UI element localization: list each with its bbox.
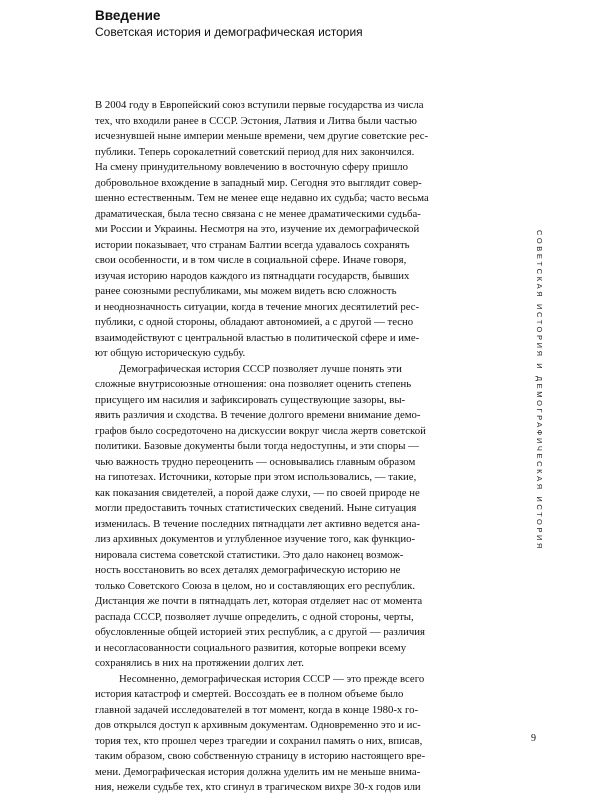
text-line: на гипотезах. Источники, которые при этом использовались, — такие,: [95, 471, 417, 483]
chapter-heading: [95, 8, 363, 40]
text-line: добровольное вхождение в западный мир. Сегодня это выглядит совер-: [95, 176, 422, 189]
text-line: Несомненно, демографическая история СССР — это прежде всего: [119, 672, 425, 685]
text-line: свои особенности, и в том числе в социальной сфере. Иначе говоря,: [95, 254, 407, 266]
text-line: Демографическая история СССР позволяет лучше понять эти: [119, 362, 402, 375]
chapter-title: Введение: [95, 8, 161, 23]
text-line: присущего им насилия и зафиксировать существующие зазоры, вы-: [95, 393, 406, 406]
paragraph: [95, 362, 455, 672]
text-line: сложные внутрисоюзные отношения: она позволяет оценить степень: [95, 378, 412, 390]
text-line: изучая историю народов каждого из пятнадцати государств, бывших: [95, 269, 410, 282]
text-line: ность восстановить во всех деталях демографическую историю не: [95, 564, 401, 576]
text-line: тория тех, кто прошел через трагедии и сохранил память о них, вписав,: [95, 734, 423, 747]
text-line: сохранялись в них на протяжении долгих лет.: [95, 657, 304, 669]
text-line: изменилась. В течение последних пятнадцати лет активно ведется ана-: [95, 517, 420, 530]
text-line: шенно естественным. Тем не менее еще недавно их судьба; часто весьма: [95, 192, 429, 204]
text-line: графов было сосредоточено на дискуссии вокруг числа жертв советской: [95, 424, 426, 437]
text-line: ют общую историческую судьбу.: [95, 347, 246, 359]
text-line: как показания свидетелей, а порой даже слухи, — по своей природе не: [95, 486, 420, 499]
text-line: дов открылся доступ к архивным документам. Одновременно это и ис-: [95, 719, 421, 731]
text-line: истории показывает, что странам Балтии всегда удавалось сохранять: [95, 238, 410, 251]
text-line: лиз архивных документов и углубленное изучение того, как функцио-: [95, 533, 416, 545]
text-line: публики, с одной стороны, обладают автономией, а с другой — тесно: [95, 316, 414, 328]
text-line: ния, нежели судьбе тех, кто сгинул в трагическом вихре 30-х годов или: [95, 781, 421, 793]
chapter-subtitle: Советская история и демографическая история: [95, 25, 363, 39]
text-line: и несогласованности социального развития, которые вопреки всему: [95, 641, 407, 654]
text-line: Дистанция же почти в пятнадцать лет, которая отделяет нас от момента: [95, 595, 423, 607]
text-line: история катастроф и смертей. Воссоздать ее в полном объеме было: [95, 688, 404, 700]
text-line: мени. Демографическая история должна уделить им не меньше внима-: [95, 765, 421, 778]
text-line: и неоднозначность ситуации, когда в течение многих десятилетий рес-: [95, 300, 420, 313]
text-line: политики. Базовые документы были тогда недоступны, и эти споры —: [95, 440, 419, 452]
running-head: СОВЕТСКАЯ ИСТОРИЯ И ДЕМОГРАФИЧЕСКАЯ ИСТОРИЯ: [535, 230, 544, 552]
text-line: В 2004 году в Европейский союз вступили первые государства из числа: [95, 99, 424, 111]
text-line: взаимодействуют с центральной властью в политической сфере и име-: [95, 331, 420, 344]
text-line: ранее союзными республиками, мы можем видеть всю сложность: [95, 285, 397, 297]
text-line: драматическая, была тесно связана с не менее драматическими судьба-: [95, 207, 421, 220]
text-line: тех, что входили ранее в СССР. Эстония, Латвия и Литва были частью: [95, 114, 417, 127]
text-line: На смену принудительному вовлечению в восточную сферу пришло: [95, 161, 408, 173]
text-line: ми России и Украины. Несмотря на это, изучение их демографической: [95, 223, 420, 235]
text-line: чью важность трудно переоценить — основывались главным образом: [95, 455, 416, 468]
body-text: [95, 98, 455, 796]
text-line: исчезнувшей ныне империи меньше времени, чем другие советские рес-: [95, 130, 429, 142]
text-line: явить различия и сходства. В течение долгого времени внимание демо-: [95, 409, 421, 421]
text-line: нировала система советской статистики. Это дало наконец возмож-: [95, 548, 404, 561]
paragraph: [95, 98, 455, 362]
text-line: таким образом, свою собственную страницу в историю настоящего вре-: [95, 750, 426, 762]
text-line: только Советского Союза в целом, но и составляющих его республик.: [95, 579, 416, 592]
text-line: могли предоставить точных статистических сведений. Ныне ситуация: [95, 502, 417, 514]
text-line: главной задачей исследователей в тот момент, когда в конце 1980-х го-: [95, 703, 419, 716]
text-line: публики. Теперь сорокалетний советский период для них закончился.: [95, 145, 415, 158]
text-line: обусловленные общей историей этих республик, а с другой — различия: [95, 626, 425, 638]
text-line: распада СССР, позволяет лучше определить, с одной стороны, черты,: [95, 610, 414, 623]
paragraph: [95, 672, 455, 796]
page-number: 9: [531, 733, 536, 744]
